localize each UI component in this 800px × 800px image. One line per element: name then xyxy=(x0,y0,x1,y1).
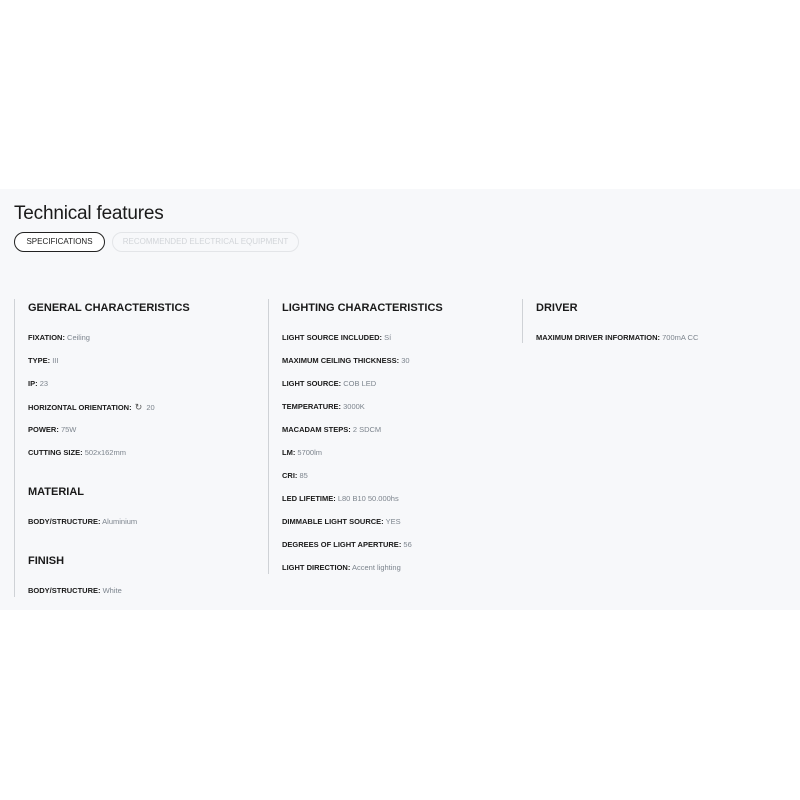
spec-key: LED LIFETIME: xyxy=(282,494,336,503)
spec-key: DIMMABLE LIGHT SOURCE: xyxy=(282,517,384,526)
spec-row-temperature xyxy=(282,402,365,412)
driver-column xyxy=(522,299,792,343)
spec-row-macadam-steps xyxy=(282,425,381,435)
spec-row-horizontal-orientation xyxy=(28,402,155,413)
spec-key: DEGREES OF LIGHT APERTURE: xyxy=(282,540,402,549)
spec-key: CRI: xyxy=(282,471,298,480)
spec-value: 85 xyxy=(299,471,308,480)
spec-key: LIGHT SOURCE INCLUDED: xyxy=(282,333,382,342)
spec-value: III xyxy=(52,356,59,365)
spec-row-light-aperture xyxy=(282,540,412,550)
spec-value: 75W xyxy=(60,425,77,434)
spec-value: 502x162mm xyxy=(84,448,126,457)
spec-value: L80 B10 50.000hs xyxy=(337,494,399,503)
spec-row-finish-body xyxy=(28,586,122,596)
spec-key: FIXATION: xyxy=(28,333,65,342)
spec-key: MAXIMUM DRIVER INFORMATION: xyxy=(536,333,661,342)
spec-key: CUTTING SIZE: xyxy=(28,448,83,457)
spec-value: Ceiling xyxy=(67,333,90,342)
spec-row-cri xyxy=(282,471,308,481)
spec-row-type xyxy=(28,356,58,366)
spec-key: BODY/STRUCTURE: xyxy=(28,586,101,595)
spec-value: 5700lm xyxy=(297,448,323,457)
spec-value: 56 xyxy=(403,540,412,549)
spec-row-cutting-size xyxy=(28,448,126,458)
spec-key: LIGHT SOURCE: xyxy=(282,379,342,388)
spec-key: HORIZONTAL ORIENTATION: xyxy=(28,403,132,412)
spec-value: YES xyxy=(385,517,401,526)
material-heading: MATERIAL xyxy=(28,486,85,498)
spec-key: IP: xyxy=(28,379,38,388)
spec-row-max-driver-information xyxy=(536,333,698,343)
spec-row-light-source xyxy=(282,379,376,389)
spec-row-led-lifetime xyxy=(282,494,399,504)
spec-row-power xyxy=(28,425,76,435)
spec-row-light-source-included xyxy=(282,333,391,343)
spec-row-fixation xyxy=(28,333,90,343)
spec-value: White xyxy=(102,586,122,595)
spec-value: 3000K xyxy=(343,402,365,411)
spec-row-ip xyxy=(28,379,48,389)
section-title: Technical features xyxy=(14,203,164,224)
general-characteristics-heading: GENERAL CHARACTERISTICS xyxy=(28,302,190,314)
tab-recommended-electrical-equipment[interactable]: RECOMMENDED ELECTRICAL EQUIPMENT xyxy=(112,232,299,252)
spec-row-lm xyxy=(282,448,322,458)
rotate-icon: ↻ xyxy=(134,402,143,412)
driver-heading: DRIVER xyxy=(536,302,578,314)
finish-heading: FINISH xyxy=(28,555,65,567)
spec-row-dimmable-light-source xyxy=(282,517,401,527)
spec-value: COB LED xyxy=(343,379,377,388)
spec-key: MACADAM STEPS: xyxy=(282,425,351,434)
lighting-characteristics-column xyxy=(268,299,518,574)
spec-key: TYPE: xyxy=(28,356,51,365)
spec-value: 700mA CC xyxy=(662,333,699,342)
spec-value: 2 SDCM xyxy=(352,425,382,434)
spec-key: MAXIMUM CEILING THICKNESS: xyxy=(282,356,400,365)
spec-key: LM: xyxy=(282,448,296,457)
spec-row-max-ceiling-thickness xyxy=(282,356,410,366)
spec-row-light-direction xyxy=(282,563,401,573)
spec-row-material-body xyxy=(28,517,137,527)
spec-value: 20 xyxy=(146,403,155,412)
spec-value: Accent lighting xyxy=(352,563,401,572)
lighting-characteristics-heading: LIGHTING CHARACTERISTICS xyxy=(282,302,443,314)
spec-key: LIGHT DIRECTION: xyxy=(282,563,351,572)
general-characteristics-column xyxy=(14,299,264,597)
spec-key: TEMPERATURE: xyxy=(282,402,342,411)
spec-key: BODY/STRUCTURE: xyxy=(28,517,101,526)
spec-value: 30 xyxy=(401,356,410,365)
spec-value: Aluminium xyxy=(102,517,138,526)
tab-specifications[interactable]: SPECIFICATIONS xyxy=(14,232,105,252)
spec-value: 23 xyxy=(39,379,49,388)
spec-key: POWER: xyxy=(28,425,59,434)
spec-value: Sí xyxy=(384,333,392,342)
